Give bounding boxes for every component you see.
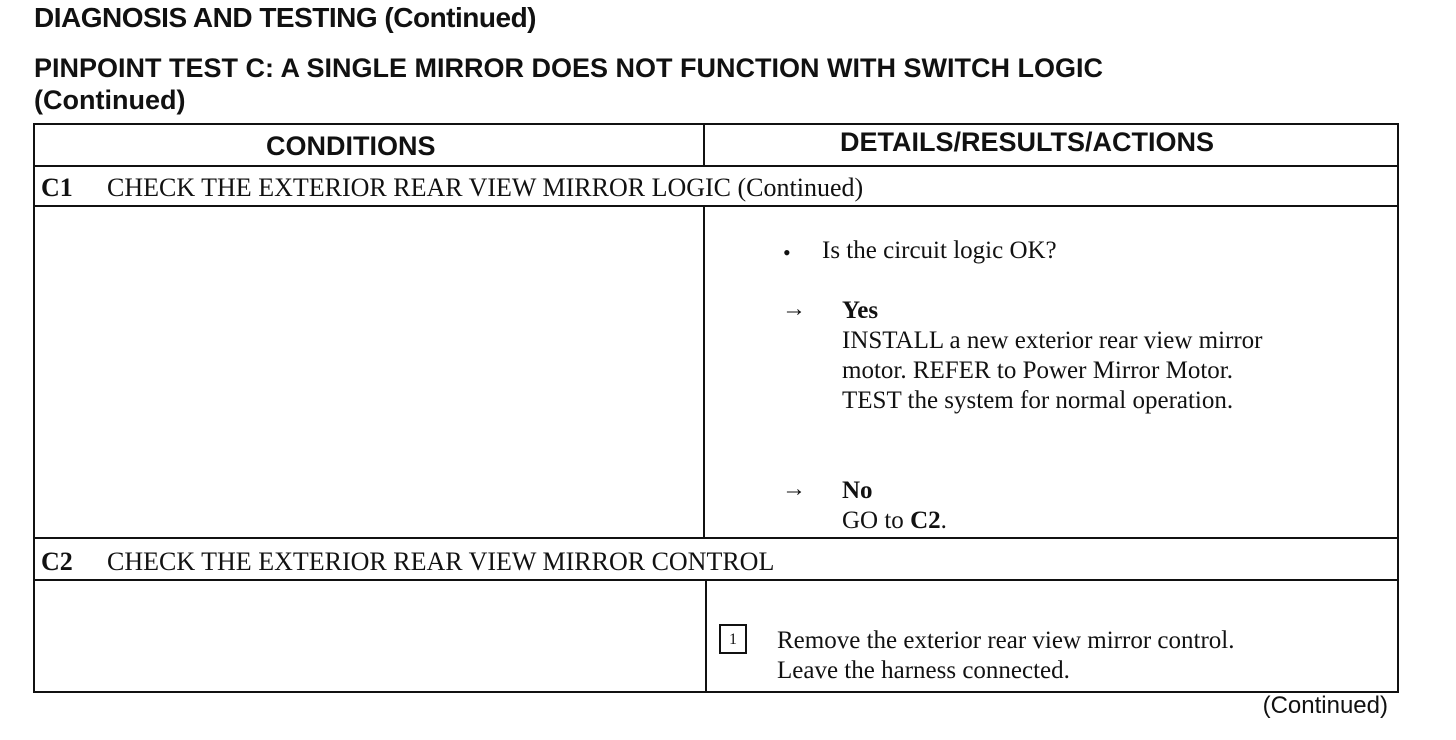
column-header-details: DETAILS/RESULTS/ACTIONS [840,127,1215,157]
bullet-icon: • [783,240,791,265]
step-c2-title [41,547,774,577]
c2-substep-text [777,626,1234,686]
test-title-line2: (Continued) [34,85,186,115]
c1-question: Is the circuit logic OK? [822,237,1057,264]
header-column-divider [703,123,705,166]
c1-no-block [842,476,947,536]
c1-yes-block [842,296,1263,416]
c1-yes-line: TEST the system for normal operation. [842,387,1234,414]
c2-title-rule [33,579,1399,581]
substep-number-box: 1 [719,624,747,654]
section-title: DIAGNOSIS AND TESTING (Continued) [34,2,536,33]
c1-title-rule [33,205,1399,207]
arrow-right-icon: → [782,476,806,502]
c2-column-divider [705,579,707,693]
c1-no-ref: C2 [910,507,941,534]
column-header-conditions: CONDITIONS [266,131,436,161]
c1-body-rule [33,537,1399,539]
step-c2-number: C2 [41,547,73,576]
c1-no-suffix: . [940,507,947,534]
c2-substep-line: Remove the exterior rear view mirror control. [777,627,1235,654]
c1-yes-label: Yes [842,297,879,324]
arrow-right-icon: → [782,296,806,322]
step-c1-title [41,173,863,203]
c1-yes-line: INSTALL a new exterior rear view mirror [842,327,1263,354]
continued-label: (Continued) [1262,692,1388,719]
test-title [34,52,1103,116]
c1-no-prefix: GO to [842,507,911,534]
c1-column-divider [703,205,705,538]
test-title-line1: PINPOINT TEST C: A SINGLE MIRROR DOES NOT FUNCTION WITH SWITCH LOGIC [34,53,1103,83]
table-header-rule [33,165,1399,167]
c1-yes-line: motor. REFER to Power Mirror Motor. [842,357,1233,384]
step-c1-number: C1 [41,173,73,202]
step-c2-title-text: CHECK THE EXTERIOR REAR VIEW MIRROR CONTROL [107,547,775,576]
step-c1-title-text: CHECK THE EXTERIOR REAR VIEW MIRROR LOGIC (Continued) [107,173,864,202]
c1-no-action [842,506,947,536]
c2-substep-line: Leave the harness connected. [777,657,1070,684]
c1-no-label: No [842,477,873,504]
